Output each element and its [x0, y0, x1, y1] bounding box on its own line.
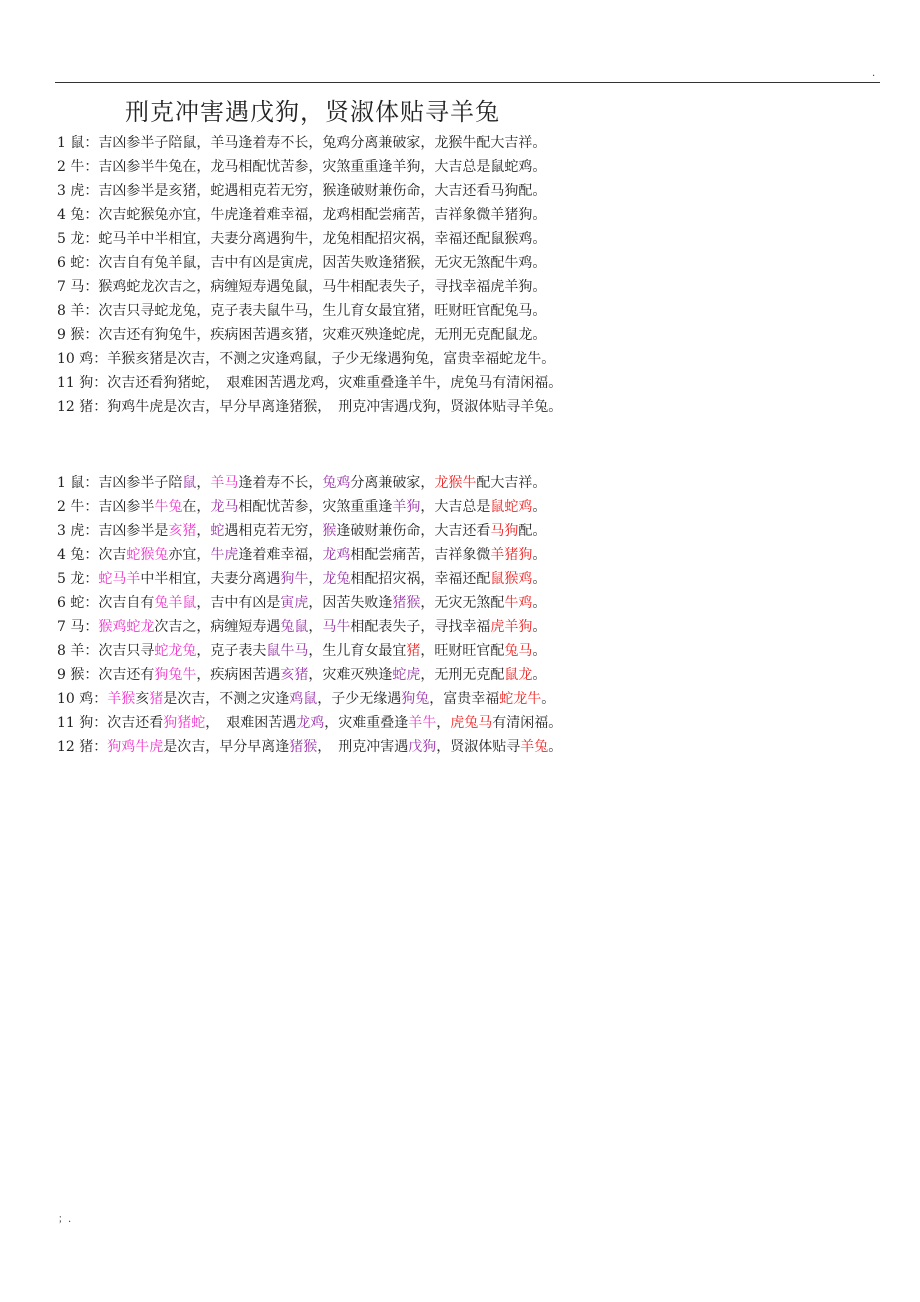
verse-text: ，: [308, 619, 323, 635]
highlight-purple: 牛虎: [210, 547, 239, 563]
highlight-red: 猪: [406, 643, 421, 659]
highlight-pink: 蛇龙兔: [154, 643, 197, 659]
highlight-purple: 兔鸡: [322, 475, 351, 491]
verse-text: 亦宜，: [168, 547, 211, 563]
colored-verse-line: [57, 711, 562, 735]
verse-text: ，生儿育女最宜: [308, 643, 407, 659]
verse-text: 。: [541, 691, 556, 707]
highlight-purple: 猪猴: [392, 595, 421, 611]
verse-text: ，无刑无克配: [420, 667, 505, 683]
highlight-pink: 蛇猴兔: [126, 547, 169, 563]
verse-text: 配。: [518, 523, 547, 539]
highlight-purple: 兔鼠: [280, 619, 309, 635]
verse-text: 亥: [135, 691, 150, 707]
verse-line: 1 鼠：吉凶参半子陪鼠，羊马逢着寿不长，兔鸡分离兼破家，龙猴牛配大吉祥。: [57, 135, 547, 151]
verse-text: 。: [548, 739, 563, 755]
verse-text: 逢着寿不长，: [238, 475, 323, 491]
verse-text: 在，: [182, 499, 211, 515]
highlight-red: 牛鸡: [504, 595, 533, 611]
verse-text: 是次吉，早分早离逢: [163, 739, 290, 755]
colored-verse-list: [57, 471, 562, 759]
highlight-pink: 羊马: [210, 475, 239, 491]
verse-text: 3 虎：吉凶参半是: [57, 523, 169, 539]
verse-text: 10 鸡：: [57, 691, 108, 707]
verse-text: ， 艰难困苦遇: [205, 715, 297, 731]
highlight-pink: 猴鸡蛇龙: [98, 619, 155, 635]
verse-text: ，灾难灭殃逢: [308, 667, 393, 683]
header-rule: [55, 82, 880, 83]
plain-verse-list: [57, 131, 562, 419]
verse-line: 4 兔：次吉蛇猴兔亦宜，牛虎逢着难幸福，龙鸡相配尝痛苦，吉祥象微羊猪狗。: [57, 207, 547, 223]
verse-text: ，吉中有凶是: [196, 595, 281, 611]
verse-text: 。: [532, 499, 547, 515]
verse-text: 中半相宜，夫妻分离遇: [140, 571, 281, 587]
highlight-purple: 龙兔: [322, 571, 351, 587]
verse-text: 12 猪：: [57, 739, 108, 755]
highlight-purple: 龙马: [210, 499, 239, 515]
highlight-purple: 龙鸡: [296, 715, 325, 731]
highlight-purple: 猪猴: [289, 739, 318, 755]
highlight-red: 蛇龙牛: [499, 691, 542, 707]
verse-text: 2 牛：吉凶参半: [57, 499, 155, 515]
colored-verse-line: [57, 615, 562, 639]
verse-text: 逢着难幸福，: [238, 547, 323, 563]
verse-text: 是次吉，不测之灾逢: [163, 691, 290, 707]
highlight-red: 鼠猴鸡: [490, 571, 533, 587]
verse-text: ，: [196, 523, 211, 539]
verse-text: ，: [436, 715, 451, 731]
verse-text: 相配尝痛苦，吉祥象微: [350, 547, 491, 563]
highlight-pink: 羊牛: [408, 715, 437, 731]
highlight-pink: 牛兔: [154, 499, 183, 515]
verse-text: ，旺财旺官配: [420, 643, 505, 659]
verse-text: ，贤淑体贴寻: [436, 739, 521, 755]
highlight-pink: 羊猴: [107, 691, 136, 707]
verse-line: 8 羊：次吉只寻蛇龙兔，克子表夫鼠牛马，生儿育女最宜猪，旺财旺官配兔马。: [57, 303, 547, 319]
highlight-red: 兔马: [504, 643, 533, 659]
verse-line: 2 牛：吉凶参半牛兔在，龙马相配忧苦参，灾煞重重逢羊狗，大吉总是鼠蛇鸡。: [57, 159, 547, 175]
highlight-pink: 蛇马羊: [98, 571, 141, 587]
verse-text: 7 马：: [57, 619, 99, 635]
verse-text: 配大吉祥。: [476, 475, 547, 491]
verse-text: ， 刑克冲害遇: [317, 739, 409, 755]
colored-verse-line: [57, 543, 562, 567]
colored-verse-line: [57, 663, 562, 687]
colored-verse-line: [57, 495, 562, 519]
verse-text: ，大吉总是: [420, 499, 491, 515]
verse-text: ，富贵幸福: [429, 691, 500, 707]
verse-text: 4 兔：次吉: [57, 547, 127, 563]
footer-mark: ；.: [58, 1214, 72, 1225]
highlight-purple: 寅虎: [280, 595, 309, 611]
verse-text: ，无灾无煞配: [420, 595, 505, 611]
highlight-purple: 猴: [322, 523, 337, 539]
verse-line: 6 蛇：次吉自有兔羊鼠，吉中有凶是寅虎，因苦失败逢猪猴，无灾无煞配牛鸡。: [57, 255, 547, 271]
verse-text: 。: [532, 643, 547, 659]
colored-verse-line: [57, 687, 562, 711]
verse-text: ，子少无缘遇: [317, 691, 402, 707]
highlight-purple: 龙鸡: [322, 547, 351, 563]
verse-text: 。: [532, 595, 547, 611]
highlight-pink: 猪: [149, 691, 164, 707]
verse-text: 5 龙：: [57, 571, 99, 587]
colored-verse-line: [57, 519, 562, 543]
verse-text: ，: [308, 571, 323, 587]
verse-text: 次吉之，病缠短寿遇: [154, 619, 281, 635]
highlight-purple: 马牛: [322, 619, 351, 635]
page-title: 刑克冲害遇戊狗，贤淑体贴寻羊兔: [125, 98, 500, 126]
highlight-pink: 兔羊鼠: [154, 595, 197, 611]
highlight-purple: 蛇虎: [392, 667, 421, 683]
header-dot: .: [872, 68, 876, 79]
verse-text: 逢破财兼伤命，大吉还看: [336, 523, 491, 539]
highlight-purple: 戊狗: [408, 739, 437, 755]
highlight-purple: 羊狗: [392, 499, 421, 515]
verse-text: 1 鼠：吉凶参半子陪: [57, 475, 183, 491]
verse-text: ，克子表夫: [196, 643, 267, 659]
highlight-pink: 亥猪: [168, 523, 197, 539]
verse-text: 。: [532, 619, 547, 635]
verse-text: 9 猴：次吉还有: [57, 667, 155, 683]
highlight-red: 虎兔马: [450, 715, 493, 731]
colored-verse-line: [57, 471, 562, 495]
verse-text: 。: [532, 667, 547, 683]
highlight-purple: 蛇: [210, 523, 225, 539]
verse-text: 。: [532, 571, 547, 587]
verse-line: 7 马：猴鸡蛇龙次吉之，病缠短寿遇兔鼠，马牛相配表失子，寻找幸福虎羊狗。: [57, 279, 547, 295]
highlight-red: 龙猴牛: [434, 475, 477, 491]
verse-line: 9 猴：次吉还有狗兔牛，疾病困苦遇亥猪，灾难灭殃逢蛇虎，无刑无克配鼠龙。: [57, 327, 547, 343]
verse-line: 5 龙：蛇马羊中半相宜，夫妻分离遇狗牛，龙兔相配招灾祸，幸福还配鼠猴鸡。: [57, 231, 547, 247]
highlight-red: 鼠蛇鸡: [490, 499, 533, 515]
highlight-pink: 狗猪蛇: [163, 715, 206, 731]
highlight-red: 羊兔: [520, 739, 549, 755]
verse-text: 分离兼破家，: [350, 475, 435, 491]
verse-text: ，疾病困苦遇: [196, 667, 281, 683]
colored-verse-line: [57, 639, 562, 663]
verse-text: 。: [532, 547, 547, 563]
verse-text: 相配表失子，寻找幸福: [350, 619, 491, 635]
highlight-red: 虎羊狗: [490, 619, 533, 635]
verse-text: 6 蛇：次吉自有: [57, 595, 155, 611]
highlight-pink: 狗鸡牛虎: [107, 739, 164, 755]
highlight-red: 羊猪狗: [490, 547, 533, 563]
verse-line: 3 虎：吉凶参半是亥猪，蛇遇相克若无穷，猴逢破财兼伤命，大吉还看马狗配。: [57, 183, 547, 199]
verse-text: 遇相克若无穷，: [224, 523, 323, 539]
verse-text: 相配忧苦参，灾煞重重逢: [238, 499, 393, 515]
colored-verse-line: [57, 735, 562, 759]
verse-line: 11 狗：次吉还看狗猪蛇， 艰难困苦遇龙鸡，灾难重叠逢羊牛，虎兔马有清闲福。: [57, 375, 563, 391]
highlight-purple: 狗牛: [280, 571, 309, 587]
verse-text: ，灾难重叠逢: [324, 715, 409, 731]
highlight-red: 鼠龙: [504, 667, 533, 683]
verse-text: 相配招灾祸，幸福还配: [350, 571, 491, 587]
verse-line: 10 鸡：羊猴亥猪是次吉，不测之灾逢鸡鼠，子少无缘遇狗兔，富贵幸福蛇龙牛。: [57, 351, 556, 367]
verse-text: 11 狗：次吉还看: [57, 715, 164, 731]
verse-text: ，: [196, 475, 211, 491]
highlight-purple: 鼠: [182, 475, 197, 491]
verse-line: 12 猪：狗鸡牛虎是次吉，早分早离逢猪猴， 刑克冲害遇戊狗，贤淑体贴寻羊兔。: [57, 399, 563, 415]
highlight-red: 马狗: [490, 523, 519, 539]
colored-verse-line: [57, 567, 562, 591]
highlight-purple: 狗兔: [401, 691, 430, 707]
verse-text: ，因苦失败逢: [308, 595, 393, 611]
verse-text: 有清闲福。: [492, 715, 563, 731]
highlight-purple: 亥猪: [280, 667, 309, 683]
colored-verse-line: [57, 591, 562, 615]
highlight-purple: 鸡鼠: [289, 691, 318, 707]
highlight-purple: 鼠牛马: [266, 643, 309, 659]
verse-text: 8 羊：次吉只寻: [57, 643, 155, 659]
highlight-pink: 狗兔牛: [154, 667, 197, 683]
